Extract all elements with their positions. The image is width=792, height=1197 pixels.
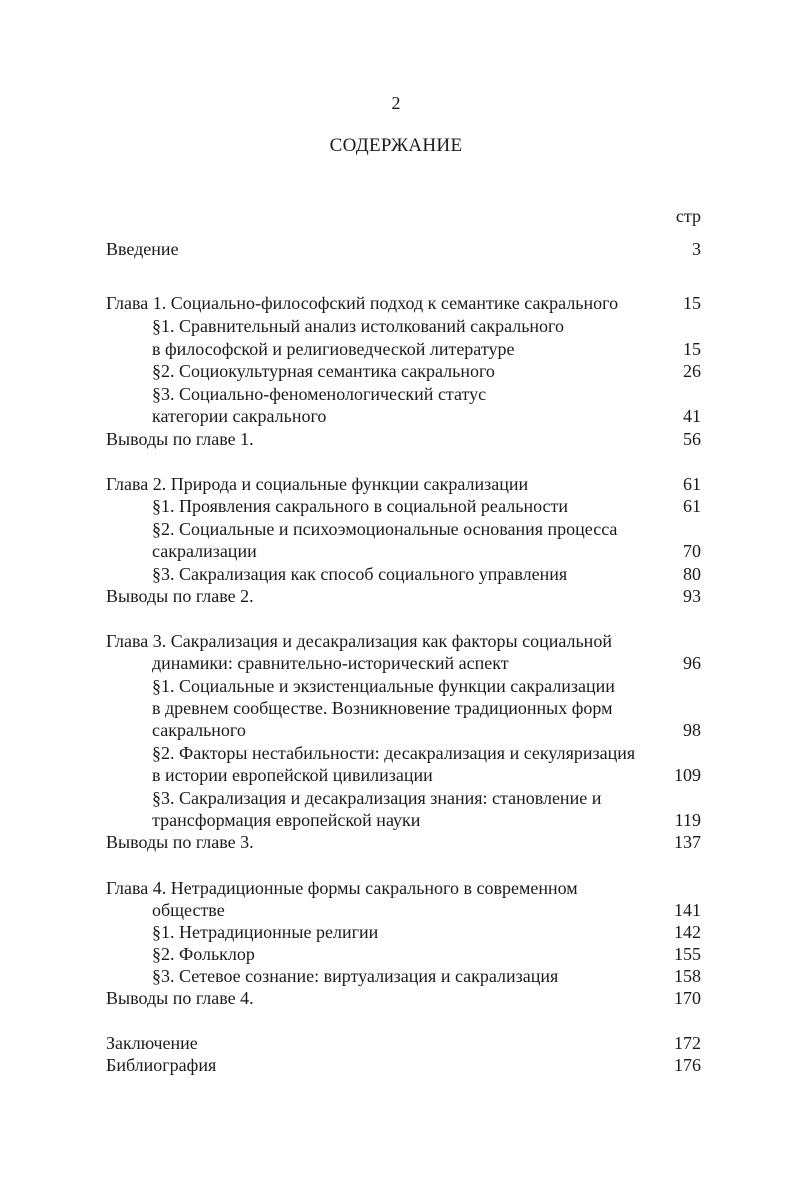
toc-section: в философской и религиоведческой литературе xyxy=(152,339,515,359)
toc-section: категории сакрального xyxy=(152,406,327,426)
toc-chapter-4: Глава 4. Нетрадиционные формы сакрального в современном xyxy=(106,878,578,898)
toc-page: 15 xyxy=(683,293,701,313)
toc-section: §3. Социально-феноменологический статус xyxy=(152,384,487,404)
toc-section: §1. Сравнительный анализ истолкований сакрального xyxy=(152,316,564,336)
toc-section: §3. Сетевое сознание: виртуализация и сакрализация xyxy=(152,966,559,986)
toc-section: §2. Фольклор xyxy=(152,944,255,964)
toc-page: 142 xyxy=(674,922,701,942)
toc-entry-bibliography: Библиография xyxy=(106,1055,217,1075)
toc-chapter-4-cont: обществе xyxy=(152,900,225,920)
toc-section: в истории европейской цивилизации xyxy=(152,765,433,785)
toc-page: 176 xyxy=(674,1055,701,1075)
toc-section: §3. Сакрализация как способ социального управления xyxy=(152,564,568,584)
toc-page: 155 xyxy=(674,944,701,964)
toc-page: 109 xyxy=(674,765,701,785)
toc-page: 170 xyxy=(674,988,701,1008)
toc-section: §1. Нетрадиционные религии xyxy=(152,922,379,942)
toc-entry-conclusion: Заключение xyxy=(106,1033,198,1053)
toc-page: 93 xyxy=(683,586,701,606)
toc-page: 15 xyxy=(683,339,701,359)
toc-section: §1. Социальные и экзистенциальные функции сакрализации xyxy=(152,676,615,696)
toc-summary: Выводы по главе 1. xyxy=(106,429,254,449)
page-number: 2 xyxy=(391,93,401,113)
toc-section: §2. Социальные и психоэмоциональные основания процесса xyxy=(152,519,618,539)
toc-page: 61 xyxy=(683,496,701,516)
toc-page: 70 xyxy=(683,541,701,561)
page-column-header: стр xyxy=(675,206,701,226)
toc-section: сакрального xyxy=(152,720,246,740)
toc-page: 80 xyxy=(683,564,701,584)
page-title: СОДЕРЖАНИЕ xyxy=(329,135,463,156)
toc-page: 61 xyxy=(683,474,701,494)
toc-page: 96 xyxy=(683,653,701,673)
toc-page: 158 xyxy=(674,966,701,986)
toc-page: 141 xyxy=(674,900,701,920)
toc-chapter-1: Глава 1. Социально-философский подход к семантике сакрального xyxy=(106,293,619,313)
toc-chapter-3-cont: динамики: сравнительно-исторический аспект xyxy=(152,653,509,673)
toc-section: §3. Сакрализация и десакрализация знания: становление и xyxy=(152,788,602,808)
toc-section: §1. Проявления сакрального в социальной реальности xyxy=(152,496,569,516)
toc-section: §2. Факторы нестабильности: десакрализация и секуляризация xyxy=(152,743,636,763)
toc-summary: Выводы по главе 2. xyxy=(106,586,254,606)
toc-page: 98 xyxy=(683,720,701,740)
toc-section: в древнем сообществе. Возникновение традиционных форм xyxy=(152,698,613,718)
toc-page-intro: 3 xyxy=(692,239,701,259)
toc-section: §2. Социокультурная семантика сакрального xyxy=(152,361,495,381)
toc-page: 172 xyxy=(674,1033,701,1053)
toc-page: 41 xyxy=(683,406,701,426)
toc-page: 137 xyxy=(674,832,701,852)
toc-section: трансформация европейской науки xyxy=(152,810,421,830)
toc-chapter-3: Глава 3. Сакрализация и десакрализация как факторы социальной xyxy=(106,631,612,651)
toc-section: сакрализации xyxy=(152,541,257,561)
toc-page: 56 xyxy=(683,429,701,449)
toc-entry-intro: Введение xyxy=(106,239,179,259)
toc-page: 119 xyxy=(674,810,701,830)
toc-page: 26 xyxy=(683,361,701,381)
toc-chapter-2: Глава 2. Природа и социальные функции сакрализации xyxy=(106,474,529,494)
toc-summary: Выводы по главе 3. xyxy=(106,832,254,852)
toc-summary: Выводы по главе 4. xyxy=(106,988,254,1008)
